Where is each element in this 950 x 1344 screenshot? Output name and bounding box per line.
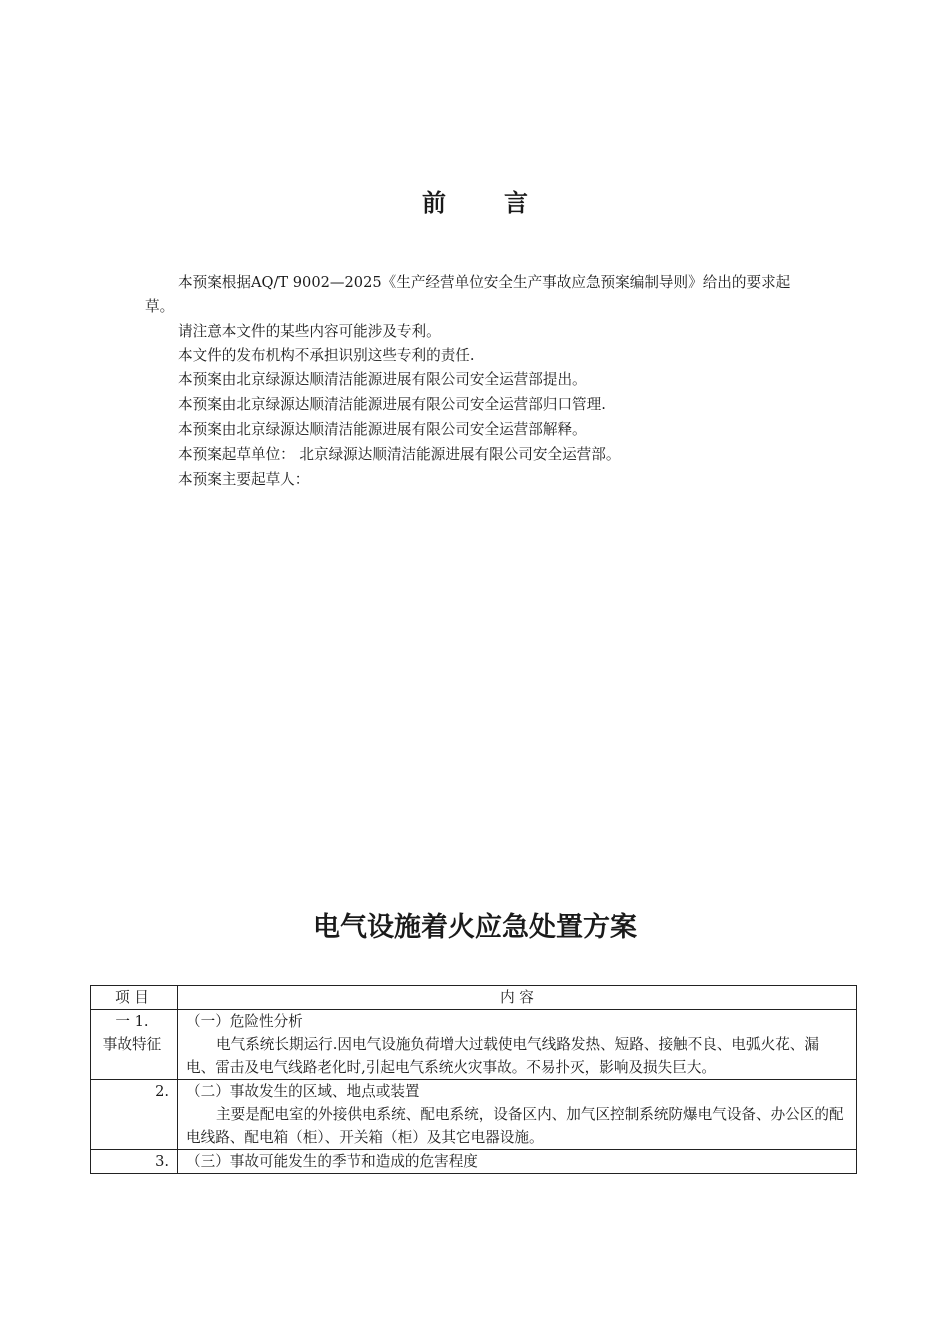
preface-paragraph: 本预案主要起草人：: [178, 471, 310, 488]
content-cell: [178, 1010, 857, 1080]
table-row: [91, 1080, 857, 1150]
header-item-cell: 项 目: [91, 986, 178, 1010]
content-heading: （二）事故发生的区域、地点或装置: [186, 1083, 420, 1100]
plan-table: [90, 985, 857, 1174]
content-heading: （一）危险性分析: [186, 1013, 303, 1030]
table-row: [91, 1010, 857, 1080]
item-number: 2.: [155, 1083, 169, 1100]
content-body: 主要是配电室的外接供电系统、配电系统，设备区内、加气区控制系统防爆电气设备、办公区的配电线路、配电箱（柜）、开关箱（柜）及其它电器设施。: [186, 1106, 844, 1146]
content-cell: [178, 1150, 857, 1174]
preface-paragraph: 请注意本文件的某些内容可能涉及专利。: [178, 323, 441, 340]
preface-paragraph: 本预案由北京绿源达顺清洁能源进展有限公司安全运营部提出。: [178, 371, 587, 388]
item-number: 一 1.: [115, 1013, 149, 1030]
header-content-cell: 内 容: [178, 986, 857, 1010]
content-cell: [178, 1080, 857, 1150]
preface-paragraph: 本预案由北京绿源达顺清洁能源进展有限公司安全运营部解释。: [178, 421, 587, 438]
item-label: 事故特征: [102, 1036, 162, 1053]
item-cell: [91, 1080, 178, 1150]
content-body: 电气系统长期运行.因电气设施负荷增大过载使电气线路发热、短路、接触不良、电弧火花、漏电、雷击及电气线路老化时,引起电气系统火灾事故。不易扑灭，影响及损失巨大。: [186, 1036, 819, 1076]
preface-paragraph: 本预案根据AQ/T 9002—2025《生产经营单位安全生产事故应急预案编制导则》给出的要求起草。: [145, 274, 791, 315]
content-heading: （三）事故可能发生的季节和造成的危害程度: [186, 1153, 478, 1170]
plan-title: 电气设施着火应急处置方案: [313, 912, 637, 943]
preface-paragraph: 本文件的发布机构不承担识别这些专利的责任.: [178, 347, 475, 364]
item-cell: [91, 1150, 178, 1174]
table-header-row: [91, 986, 857, 1010]
item-cell: [91, 1010, 178, 1080]
preface-paragraph: 本预案由北京绿源达顺清洁能源进展有限公司安全运营部归口管理.: [178, 396, 606, 413]
preface-title: 前 言: [422, 189, 528, 217]
preface-paragraph: 本预案起草单位： 北京绿源达顺清洁能源进展有限公司安全运营部。: [178, 446, 621, 463]
item-number: 3.: [155, 1153, 169, 1170]
table-row: [91, 1150, 857, 1174]
